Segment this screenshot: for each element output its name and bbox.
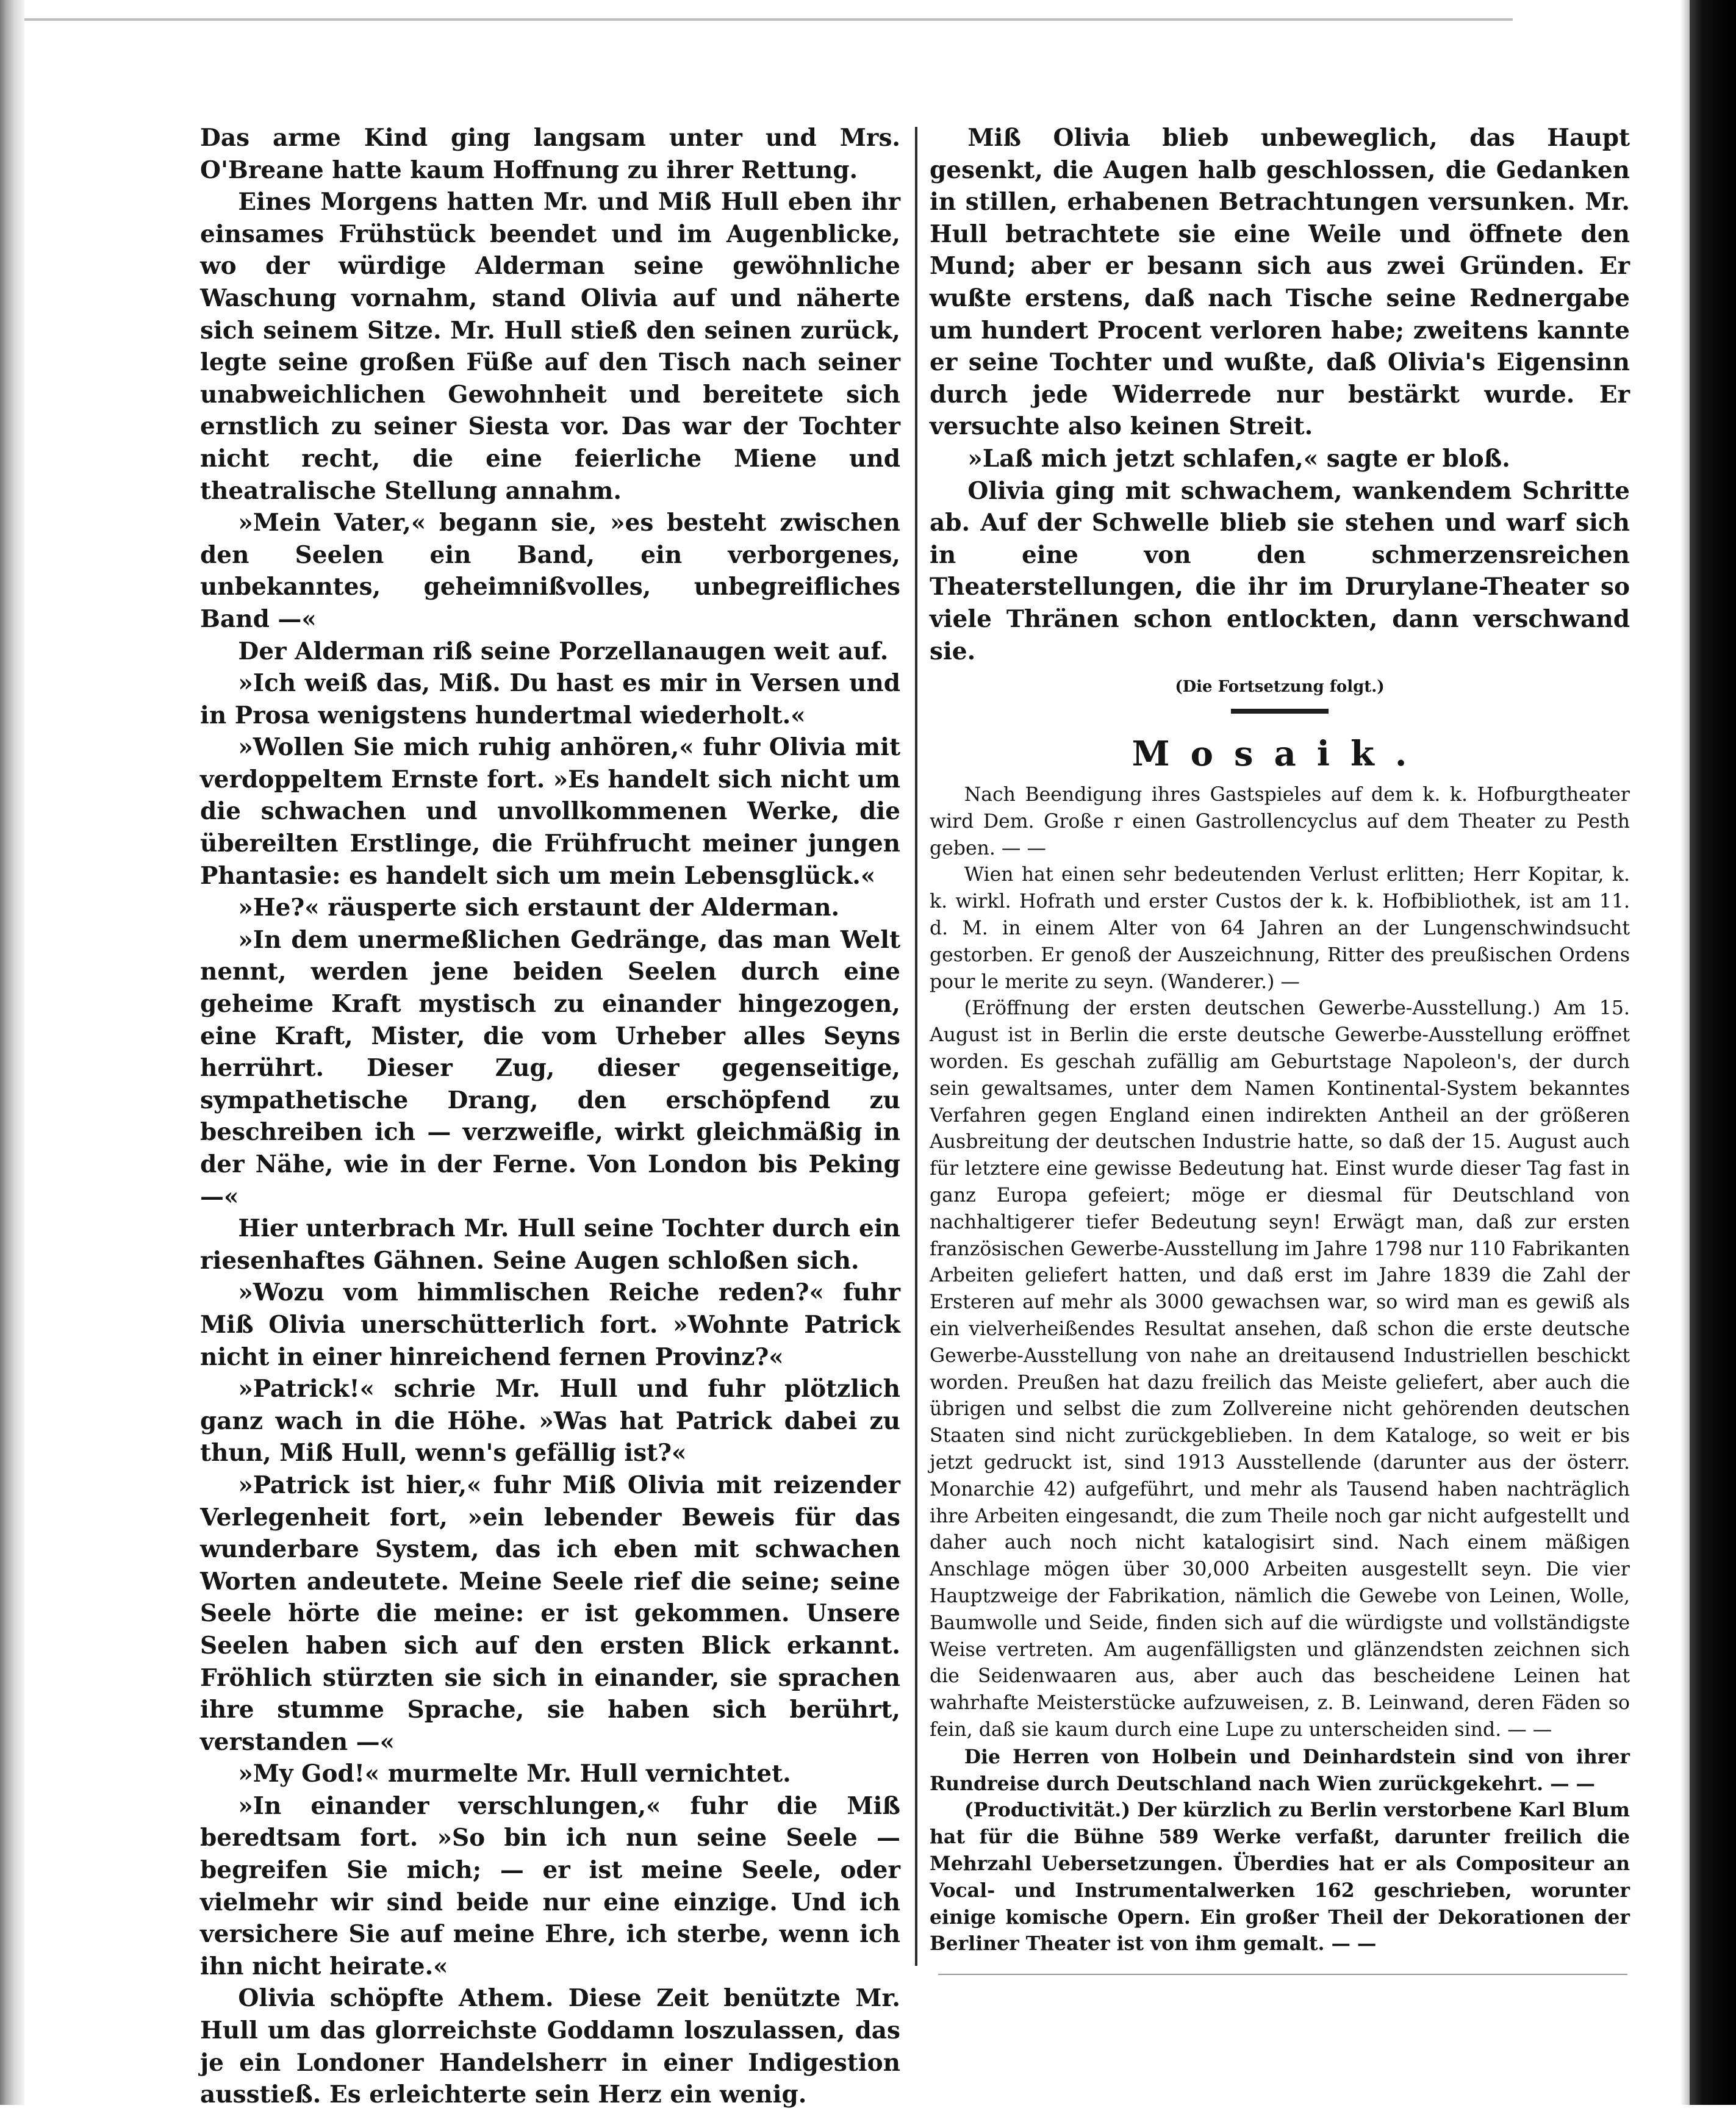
mosaic-item: Nach Beendigung ihres Gastspieles auf dem k. k. Hofburgtheater wird Dem. Große r einen Gastrollencyclus auf dem Theater zu Pesth geben. — — <box>930 784 1630 859</box>
story-paragraph: »In dem unermeßlichen Gedränge, das man Welt nennt, werden jene beiden Seelen durch eine geheime Kraft mystisch zu einander hingezogen, eine Kraft, Mister, die vom Urheber alles Seyns herrührt. Dieser Zug, dieser gegenseitige, sympathetische Drang, den erschöpfend zu beschreiben ich — verzweifle, wirkt gleichmäßig in der Nähe, wie in der Ferne. Von London bis Peking —« <box>200 925 900 1211</box>
story-paragraph: »He?« räusperte sich erstaunt der Alderman. <box>238 894 840 922</box>
continued-note: (Die Fortsetzung folgt.) <box>1175 678 1385 697</box>
column-divider <box>915 127 917 1966</box>
mosaic-item: (Productivität.) Der kürzlich zu Berlin verstorbene Karl Blum hat für die Bühne 589 Werke verfaßt, darunter freilich die Mehrzahl Uebersetzungen. Überdies hat er als Compositeur an Vocal- und Instrumentalwerken 162 geschrieben, worunter einige komische Opern. Ein großer Theil der Dekorationen der Berliner Theater ist von ihm gemalt. — — <box>930 1799 1630 1955</box>
story-paragraph: »Patrick!« schrie Mr. Hull und fuhr plötzlich ganz wach in die Höhe. »Was hat Patrick dabei zu thun, Miß Hull, wenn's gefällig ist?« <box>200 1375 900 1468</box>
left-column <box>200 122 900 2111</box>
story-paragraph: »Laß mich jetzt schlafen,« sagte er bloß. <box>967 444 1510 473</box>
story-paragraph: »Patrick ist hier,« fuhr Miß Olivia mit reizender Verlegenheit fort, »ein lebender Beweis für das wunderbare System, das ich eben mit schwachen Worten andeutete. Meine Seele rief die seine; seine Seele hörte die meine: er ist gekommen. Unsere Seelen haben sich auf den ersten Blick erkannt. Fröhlich stürzten sie sich in einander, sie sprachen ihre stumme Sprache, sie haben sich berührt, verstanden —« <box>200 1471 900 1756</box>
mosaic-item: (Eröffnung der ersten deutschen Gewerbe-Ausstellung.) Am 15. August ist in Berlin die erste deutsche Gewerbe-Ausstellung eröffnet worden. Es geschah zufällig am Geburtstage Napoleon's, der durch sein gewaltsames, unter dem Namen Kontinental-System bekanntes Verfahren gegen England einen indirekten Antheil an der größeren Ausbreitung der deutschen Industrie hatte, so daß der 15. August auch für letztere eine gewisse Bedeutung hat. Einst wurde dieser Tag fast in ganz Europa gefeiert; möge er diesmal für Deutschland von nachhaltigerer tiefer Bedeutung seyn! Erwägt man, daß zur ersten französischen Gewerbe-Ausstellung im Jahre 1798 nur 110 Fabrikanten Arbeiten geliefert hatten, und daß erst im Jahre 1839 die Zahl der Ersteren auf mehr als 3000 gewachsen war, so wird man es gewiß als ein vielverheißendes Resultat ansehen, daß schon die erste deutsche Gewerbe-Ausstellung von nahe an dreitausend Industriellen beschickt worden. Preußen hat dazu freilich das Meiste geliefert, aber auch die übrigen und selbst die zum Zollvereine nicht gehörenden deutschen Staaten sind nicht zurückgeblieben. In dem Kataloge, so weit er bis jetzt gedruckt ist, sind 1913 Ausstellende (darunter aus der österr. Monarchie 42) aufgeführt, und mehr als Tausend haben nachträglich ihre Arbeiten eingesandt, die zum Theile noch gar nicht aufgestellt und daher auch noch nicht katalogisirt sind. Nach einem mäßigen Anschlage mögen über 30,000 Arbeiten ausgestellt seyn. Die vier Hauptzweige der Fabrikation, nämlich die Gewebe von Leinen, Wolle, Baumwolle und Seide, finden sich auf die würdigste und vollständigste Weise vertreten. Am augenfälligsten und glänzendsten zeichnen sich die Seidenwaaren aus, aber auch das bescheidene Leinen hat wahrhafte Meisterstücke aufzuweisen, z. B. Leinwand, deren Fäden so fein, daß sie kaum durch eine Lupe zu unterscheiden sind. — — <box>930 997 1630 1741</box>
scan-top-edge <box>24 18 1513 21</box>
scan-right-edge-dark <box>1690 0 1736 2105</box>
story-paragraph: Der Alderman riß seine Porzellanaugen weit auf. <box>238 637 889 665</box>
story-paragraph: Olivia ging mit schwachem, wankendem Schritte ab. Auf der Schwelle blieb sie stehen und warf sich in eine von den schmerzensreichen Theaterstellungen, die ihr im Drurylane-Theater so viele Thränen schon entlockten, dann verschwand sie. <box>930 476 1630 665</box>
newspaper-page <box>200 122 1634 2109</box>
scan-right-edge-light <box>1680 0 1690 2105</box>
mosaic-heading: Mosaik. <box>1132 734 1428 775</box>
section-separator <box>1231 709 1329 714</box>
story-paragraph: Eines Morgens hatten Mr. und Miß Hull eben ihr einsames Frühstück beendet und im Augenblicke, wo der würdige Alderman seine gewöhnliche Waschung vornahm, stand Olivia auf und näherte sich seinem Sitze. Mr. Hull stieß den seinen zurück, legte seine großen Füße auf den Tisch nach seiner unabweichlichen Gewohnheit und bereitete sich ernstlich zu seiner Siesta vor. Das war der Tochter nicht recht, die eine feierliche Miene und theatralische Stellung annahm. <box>200 188 900 505</box>
story-paragraph: »Ich weiß das, Miß. Du hast es mir in Versen und in Prosa wenigstens hundertmal wiederholt.« <box>200 669 900 729</box>
story-paragraph: »In einander verschlungen,« fuhr die Miß beredtsam fort. »So bin ich nun seine Seele — begreifen Sie mich; — er ist meine Seele, oder vielmehr wir sind beide nur eine einzige. Und ich versichere Sie auf meine Ehre, ich sterbe, wenn ich ihn nicht heirate.« <box>200 1791 900 1980</box>
story-paragraph: »My God!« murmelte Mr. Hull vernichtet. <box>238 1760 791 1788</box>
story-paragraph: Das arme Kind ging langsam unter und Mrs. O'Breane hatte kaum Hoffnung zu ihrer Rettung. <box>200 124 900 184</box>
scan-left-edge <box>0 0 24 2105</box>
story-paragraph: »Mein Vater,« begann sie, »es besteht zwischen den Seelen ein Band, ein verborgenes, unbekanntes, geheimnißvolles, unbegreifliches Band —« <box>200 509 900 633</box>
story-paragraph: Miß Olivia blieb unbeweglich, das Haupt gesenkt, die Augen halb geschlossen, die Gedanken in stillen, erhabenen Betrachtungen versunken. Mr. Hull betrachtete sie eine Weile und öffnete den Mund; aber er besann sich aus zwei Gründen. Er wußte erstens, daß nach Tische seine Rednergabe um hundert Procent verloren habe; zweitens kannte er seine Tochter und wußte, daß Olivia's Eigensinn durch jede Widerrede nur bestärkt wurde. Er versuchte also keinen Streit. <box>930 124 1630 441</box>
story-paragraph: »Wozu vom himmlischen Reiche reden?« fuhr Miß Olivia unerschütterlich fort. »Wohnte Patrick nicht in einer hinreichend fernen Provinz?« <box>200 1278 900 1371</box>
story-paragraph: Hier unterbrach Mr. Hull seine Tochter durch ein riesenhaftes Gähnen. Seine Augen schloßen sich. <box>200 1214 900 1275</box>
right-column <box>930 122 1630 1957</box>
right-column-bottom-rule <box>938 1974 1627 1975</box>
story-paragraph: Olivia schöpfte Athem. Diese Zeit benützte Mr. Hull um das glorreichste Goddamn loszulassen, das je ein Londoner Handelsherr in einer Indigestion ausstieß. Es erleichterte sein Herz ein wenig. <box>200 1984 900 2109</box>
story-paragraph: »Wollen Sie mich ruhig anhören,« fuhr Olivia mit verdoppeltem Ernste fort. »Es handelt sich nicht um die schwachen und unvollkommenen Werke, die übereilten Erstlinge, die Frühfrucht meiner jungen Phantasie: es handelt sich um mein Lebensglück.« <box>200 733 900 890</box>
mosaic-item: Wien hat einen sehr bedeutenden Verlust erlitten; Herr Kopitar, k. k. wirkl. Hofrath und erster Custos der k. k. Hofbibliothek, ist am 11. d. M. in einem Alter von 64 Jahren an der Lungenschwindsucht gestorben. Er genoß der Auszeichnung, Ritter des preußischen Ordens pour le merite zu seyn. (Wanderer.) — <box>930 864 1630 993</box>
mosaic-item: Die Herren von Holbein und Deinhardstein sind von ihrer Rundreise durch Deutschland nach Wien zurückgekehrt. — — <box>930 1745 1630 1795</box>
